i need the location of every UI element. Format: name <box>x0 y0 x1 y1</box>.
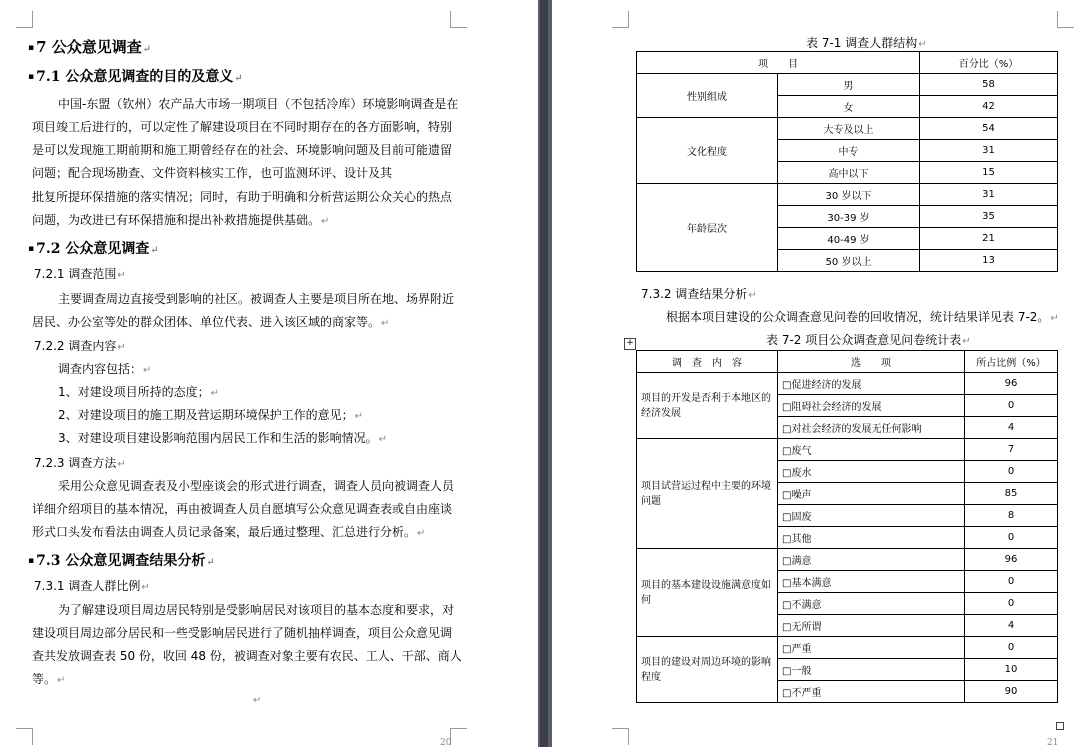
corner-mark <box>1057 11 1074 28</box>
paragraph-line[interactable]: 等。↵ <box>32 672 66 686</box>
option-cell: □严重 <box>778 637 965 659</box>
list-item[interactable]: 2、对建设项目的施工期及营运期环境保护工作的意见；↵ <box>58 408 364 422</box>
percent-cell: 0 <box>965 527 1058 549</box>
option-cell: □促进经济的发展 <box>778 373 965 395</box>
item-cell: 30-39 岁 <box>778 206 920 228</box>
question-cell: 项目的基本建设设施满意度如何 <box>637 549 778 637</box>
table-header-cell: 所占比例（%） <box>965 351 1058 373</box>
heading-7-3[interactable]: ▪ 7.3 公众意见调查结果分析↵ <box>28 553 215 569</box>
percent-cell: 0 <box>965 395 1058 417</box>
item-cell: 女 <box>778 96 920 118</box>
table-row <box>637 549 1058 571</box>
percent-cell: 96 <box>965 549 1058 571</box>
percent-cell: 85 <box>965 483 1058 505</box>
paragraph-mark: ↵ <box>253 695 262 706</box>
option-cell: □噪声 <box>778 483 965 505</box>
page-number: 20 <box>440 738 452 747</box>
table-header-row <box>637 52 1058 74</box>
item-cell: 50 岁以上 <box>778 250 920 272</box>
corner-mark <box>612 728 629 745</box>
percent-cell: 13 <box>920 250 1058 272</box>
heading-7-2-1[interactable]: 7.2.1 调查范围↵ <box>34 267 126 281</box>
percent-cell: 0 <box>965 593 1058 615</box>
percent-cell: 54 <box>920 118 1058 140</box>
item-cell: 大专及以上 <box>778 118 920 140</box>
table-move-handle-icon[interactable]: + <box>624 338 636 350</box>
heading-7-2-3[interactable]: 7.2.3 调查方法↵ <box>34 456 126 470</box>
group-label-cell: 性别组成 <box>637 74 778 118</box>
table-header-cell: 选 项 <box>778 351 965 373</box>
paragraph-line[interactable]: 批复所提环保措施的落实情况；同时，有助于明确和分析营运期公众关心的热点 <box>32 190 453 204</box>
option-cell: □基本满意 <box>778 571 965 593</box>
table-resize-handle-icon[interactable] <box>1056 722 1064 730</box>
percent-cell: 15 <box>920 162 1058 184</box>
option-cell: □废气 <box>778 439 965 461</box>
table-header-row <box>637 351 1058 373</box>
population-structure-table[interactable] <box>636 51 1058 272</box>
table-header-cell: 项 目 <box>637 52 920 74</box>
paragraph-line[interactable]: 查共发放调查表 50 份，收回 48 份，被调查对象主要有农民、工人、干部、商人 <box>32 649 462 663</box>
survey-statistics-table[interactable] <box>636 350 1058 703</box>
percent-cell: 10 <box>965 659 1058 681</box>
percent-cell: 90 <box>965 681 1058 703</box>
item-cell: 中专 <box>778 140 920 162</box>
percent-cell: 31 <box>920 140 1058 162</box>
page-number: 21 <box>1047 738 1059 747</box>
corner-mark <box>450 728 467 745</box>
table-row <box>637 74 1058 96</box>
table-row <box>637 373 1058 395</box>
percent-cell: 21 <box>920 228 1058 250</box>
document-page-right <box>552 0 1085 747</box>
percent-cell: 35 <box>920 206 1058 228</box>
percent-cell: 4 <box>965 417 1058 439</box>
option-cell: □满意 <box>778 549 965 571</box>
corner-mark <box>612 11 629 28</box>
question-cell: 项目试营运过程中主要的环境问题 <box>637 439 778 549</box>
paragraph-line[interactable]: 居民、办公室等处的群众团体、单位代表、进入该区域的商家等。↵ <box>32 315 390 329</box>
percent-cell: 42 <box>920 96 1058 118</box>
percent-cell: 31 <box>920 184 1058 206</box>
paragraph-line[interactable]: 为了解建设项目周边居民特别是受影响居民对该项目的基本态度和要求，对 <box>58 603 455 617</box>
paragraph-line[interactable]: 根据本项目建设的公众调查意见问卷的回收情况，统计结果详见表 7-2。↵ <box>666 310 1059 324</box>
percent-cell: 7 <box>965 439 1058 461</box>
document-page-left <box>0 0 538 747</box>
paragraph-line[interactable]: 详细介绍项目的基本情况，再由被调查人员自愿填写公众意见调查表或自由座谈 <box>32 502 453 516</box>
heading-7-2-2[interactable]: 7.2.2 调查内容↵ <box>34 339 126 353</box>
corner-mark <box>16 11 33 28</box>
heading-7-2[interactable]: ▪ 7.2 公众意见调查↵ <box>28 241 159 257</box>
table-row <box>637 184 1058 206</box>
list-item[interactable]: 3、对建设项目建设影响范围内居民工作和生活的影响情况。↵ <box>58 431 388 445</box>
option-cell: □一般 <box>778 659 965 681</box>
option-cell: □其他 <box>778 527 965 549</box>
option-cell: □固废 <box>778 505 965 527</box>
option-cell: □废水 <box>778 461 965 483</box>
question-cell: 项目的建设对周边环境的影响程度 <box>637 637 778 703</box>
page-gutter <box>538 0 552 747</box>
option-cell: □不严重 <box>778 681 965 703</box>
paragraph-line[interactable]: 中国-东盟（钦州）农产品大市场一期项目（不包括冷库）环境影响调查是在 <box>58 97 459 111</box>
paragraph-line[interactable]: 采用公众意见调查表及小型座谈会的形式进行调查，调查人员向被调查人员 <box>58 479 455 493</box>
percent-cell: 8 <box>965 505 1058 527</box>
item-cell: 30 岁以下 <box>778 184 920 206</box>
table-row <box>637 118 1058 140</box>
table-row <box>637 439 1058 461</box>
question-cell: 项目的开发是否利于本地区的经济发展 <box>637 373 778 439</box>
list-item[interactable]: 1、对建设项目所持的态度；↵ <box>58 385 220 399</box>
percent-cell: 0 <box>965 571 1058 593</box>
percent-cell: 0 <box>965 461 1058 483</box>
corner-mark <box>450 11 467 28</box>
heading-7-3-1[interactable]: 7.3.1 调查人群比例↵ <box>34 579 150 593</box>
paragraph-line[interactable]: 是可以发现施工期前期和施工期曾经存在的社会、环境影响问题及目前可能遗留 <box>32 143 453 157</box>
paragraph-line[interactable]: 形式口头发布看法由调查人员记录备案，最后通过整理、汇总进行分析。↵ <box>32 525 426 539</box>
option-cell: □对社会经济的发展无任何影响 <box>778 417 965 439</box>
paragraph-line[interactable]: 项目竣工后进行的，可以定性了解建设项目在不同时期存在的各方面影响，特别 <box>32 120 453 134</box>
option-cell: □不满意 <box>778 593 965 615</box>
paragraph-line[interactable]: 建设项目周边部分居民和一些受影响居民进行了随机抽样调查，项目公众意见调 <box>32 626 453 640</box>
option-cell: □阻碍社会经济的发展 <box>778 395 965 417</box>
table-row <box>637 637 1058 659</box>
group-label-cell: 文化程度 <box>637 118 778 184</box>
item-cell: 40-49 岁 <box>778 228 920 250</box>
paragraph-line[interactable]: 调查内容包括：↵ <box>58 362 152 376</box>
item-cell: 高中以下 <box>778 162 920 184</box>
paragraph-line[interactable]: 问题；配合现场勘查、文件资料核实工作，也可监测环评、设计及其 <box>32 166 393 180</box>
group-label-cell: 年龄层次 <box>637 184 778 272</box>
heading-section-7[interactable]: ▪ 7 公众意见调查↵ <box>28 38 152 56</box>
table1-caption[interactable]: 表 7-1 调查人群结构↵ <box>806 36 927 50</box>
corner-mark <box>16 728 33 745</box>
table2-caption[interactable]: 表 7-2 项目公众调查意见问卷统计表↵ <box>766 333 971 347</box>
heading-7-3-2[interactable]: 7.3.2 调查结果分析↵ <box>641 287 757 301</box>
percent-cell: 0 <box>965 637 1058 659</box>
table-header-cell: 百分比（%） <box>920 52 1058 74</box>
table-header-cell: 调 查 内 容 <box>637 351 778 373</box>
percent-cell: 4 <box>965 615 1058 637</box>
heading-7-1[interactable]: ▪ 7.1 公众意见调查的目的及意义↵ <box>28 69 243 85</box>
percent-cell: 96 <box>965 373 1058 395</box>
paragraph-line[interactable]: 问题，为改进已有环保措施和提出补救措施提供基础。↵ <box>32 213 330 227</box>
paragraph-line[interactable]: 主要调查周边直接受到影响的社区。被调查人主要是项目所在地、场界附近 <box>58 292 455 306</box>
item-cell: 男 <box>778 74 920 96</box>
option-cell: □无所谓 <box>778 615 965 637</box>
percent-cell: 58 <box>920 74 1058 96</box>
